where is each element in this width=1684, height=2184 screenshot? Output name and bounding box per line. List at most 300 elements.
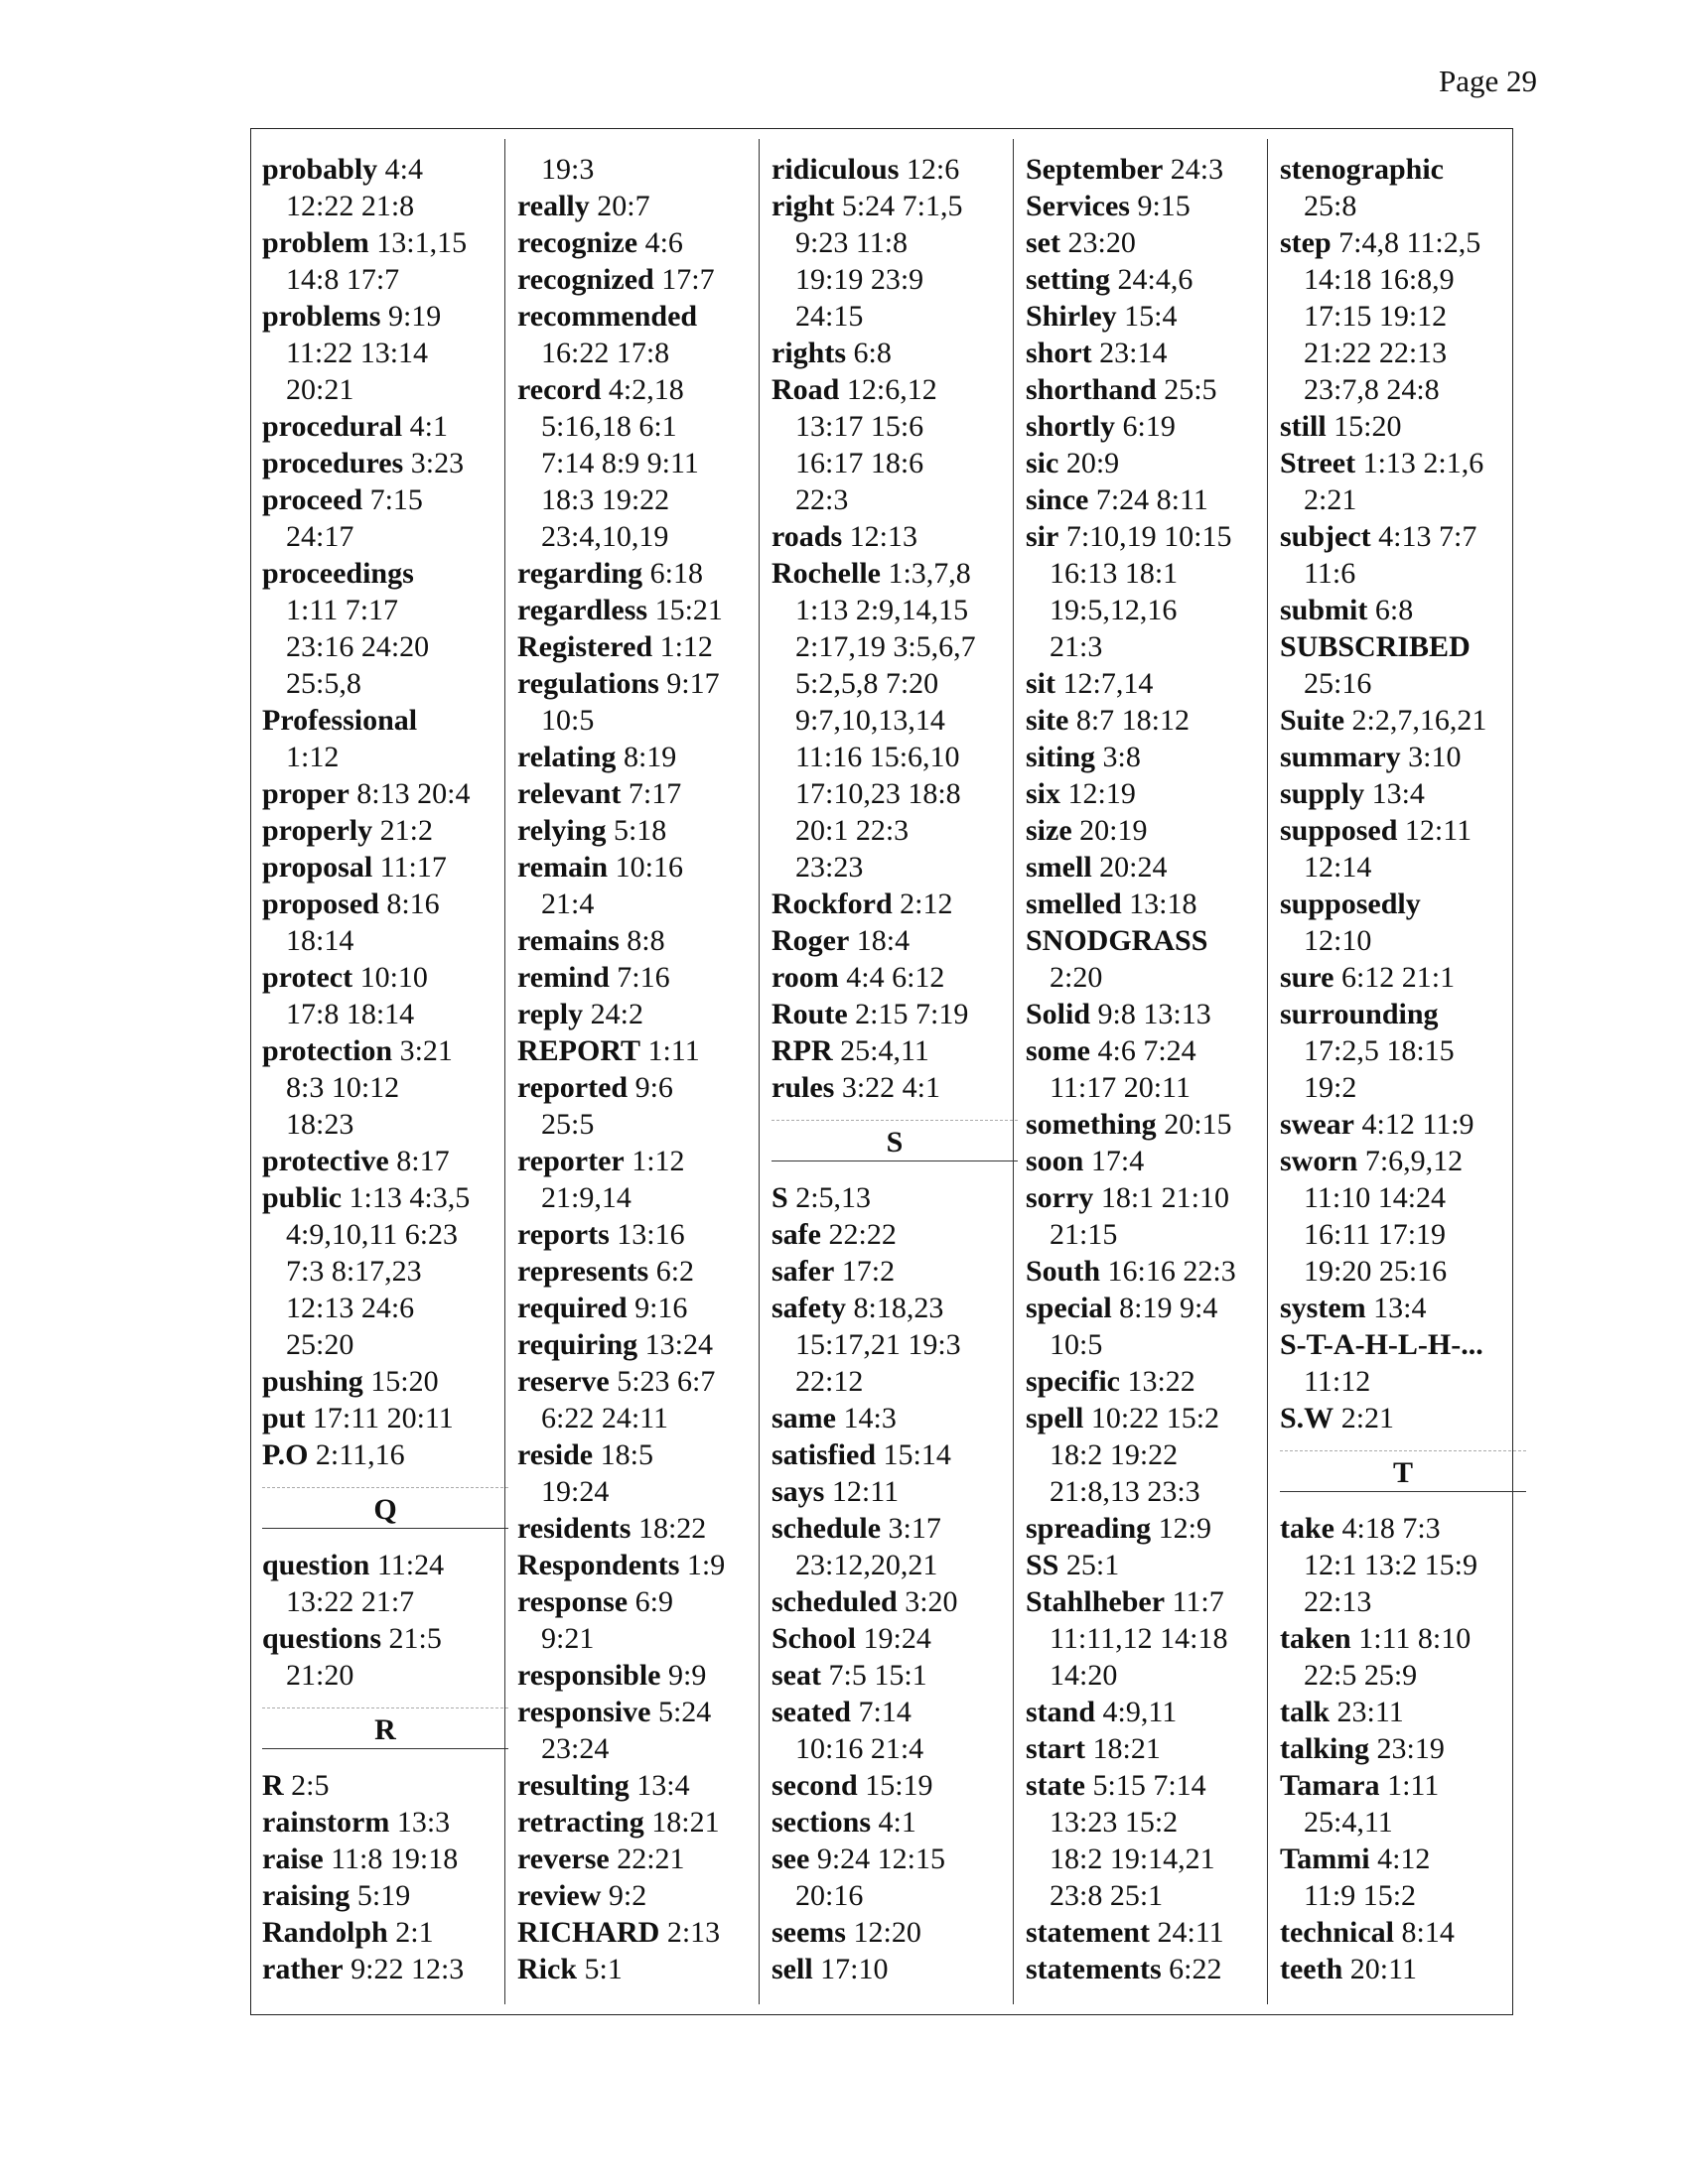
index-term: required	[517, 1292, 628, 1324]
index-term: specific	[1026, 1365, 1120, 1398]
heading-rule	[262, 1528, 508, 1529]
index-entry	[517, 1767, 764, 1804]
page-line-refs-continued: 7:3 8:17,23	[286, 1255, 422, 1288]
page-line-refs-continued: 11:11,12 14:18	[1050, 1622, 1228, 1655]
index-term: responsive	[517, 1696, 651, 1728]
page-line-refs-continued: 17:10,23 18:8	[795, 777, 961, 810]
page-line-refs: 2:12	[900, 887, 953, 920]
page-line-refs-continued: 2:21	[1304, 483, 1357, 516]
index-entry	[262, 1363, 508, 1400]
page-line-refs-continued: 25:4,11	[1304, 1806, 1393, 1839]
index-entry	[262, 849, 508, 886]
index-entry	[1026, 1914, 1272, 1951]
page-line-refs: 8:16	[386, 887, 440, 920]
index-entry	[262, 555, 508, 702]
page-line-refs-continued: 19:2	[1304, 1071, 1357, 1104]
index-entry	[772, 1032, 1018, 1069]
index-entry	[517, 812, 764, 849]
page-line-refs-continued: 12:10	[1304, 924, 1372, 957]
index-entry	[262, 1143, 508, 1179]
index-term: S	[772, 1181, 788, 1214]
page-line-refs-continued: 16:13 18:1	[1050, 557, 1179, 590]
index-entry	[1280, 1290, 1526, 1326]
letter-heading	[1280, 1436, 1526, 1510]
index-term: reported	[517, 1071, 629, 1104]
index-entry	[1026, 1547, 1272, 1583]
page-line-refs-continued: 12:13 24:6	[286, 1292, 415, 1324]
index-term: reverse	[517, 1843, 610, 1875]
page-line-refs-continued: 23:23	[795, 851, 864, 884]
page-line-refs: 1:11	[1387, 1769, 1440, 1802]
page-line-refs: 8:14	[1401, 1916, 1455, 1949]
heading-rule	[772, 1120, 1018, 1121]
page-line-refs: 5:1	[584, 1953, 623, 1985]
page-line-refs: 18:1 21:10	[1100, 1181, 1229, 1214]
page-line-refs-continued: 19:20 25:16	[1304, 1255, 1448, 1288]
page-line-refs: 10:10	[359, 961, 428, 994]
page-line-refs: 7:14	[858, 1696, 912, 1728]
index-term: residents	[517, 1512, 632, 1545]
letter-heading-label: S	[886, 1126, 904, 1159]
index-term: problem	[262, 226, 369, 259]
page-line-refs: 7:6,9,12	[1364, 1145, 1464, 1177]
index-term: raise	[262, 1843, 324, 1875]
page-line-refs-continued: 14:8 17:7	[286, 263, 400, 296]
index-term: sic	[1026, 447, 1059, 479]
index-entry	[517, 1510, 764, 1547]
page-line-refs: 24:4,6	[1117, 263, 1193, 296]
page-line-refs: 3:22 4:1	[841, 1071, 940, 1104]
page-line-refs: 13:24	[644, 1328, 713, 1361]
index-entry	[772, 1841, 1018, 1914]
page-line-refs-continued: 18:3 19:22	[541, 483, 670, 516]
index-entry	[1026, 151, 1272, 188]
page-line-refs-continued: 13:17 15:6	[795, 410, 924, 443]
index-entry	[517, 1547, 764, 1583]
index-term: Randolph	[262, 1916, 388, 1949]
page-line-refs-continued: 19:24	[541, 1475, 610, 1508]
page-line-refs-continued: 25:5,8	[286, 667, 361, 700]
index-entry	[517, 1804, 764, 1841]
index-term: sorry	[1026, 1181, 1094, 1214]
index-term: right	[772, 190, 835, 222]
index-entry	[772, 518, 1018, 555]
index-term: sure	[1280, 961, 1334, 994]
page-line-refs: 8:7 18:12	[1075, 704, 1190, 737]
index-term: satisfied	[772, 1438, 876, 1471]
index-term: remain	[517, 851, 609, 884]
page-line-refs: 23:19	[1376, 1732, 1445, 1765]
page-line-refs: 7:16	[617, 961, 670, 994]
index-entry	[1280, 812, 1526, 886]
page-line-refs-continued: 6:22 24:11	[541, 1402, 669, 1434]
page-line-refs: 3:8	[1102, 741, 1141, 773]
page-line-refs: 13:16	[617, 1218, 685, 1251]
page-line-refs: 12:11	[831, 1475, 900, 1508]
index-term: relating	[517, 741, 617, 773]
page-line-refs: 1:13 2:1,6	[1362, 447, 1484, 479]
page-line-refs-continued: 2:17,19 3:5,6,7	[795, 630, 976, 663]
index-term: Respondents	[517, 1549, 680, 1581]
page-line-refs-continued: 1:11 7:17	[286, 594, 399, 626]
page-line-refs: 12:13	[849, 520, 917, 553]
index-term: rules	[772, 1071, 835, 1104]
page-line-refs: 7:24 8:11	[1095, 483, 1208, 516]
page-line-refs: 12:7,14	[1062, 667, 1154, 700]
page-line-refs: 4:6	[644, 226, 683, 259]
index-entry	[1280, 518, 1526, 592]
index-term: resulting	[517, 1769, 630, 1802]
index-entry	[772, 1620, 1018, 1657]
index-entry	[1026, 1510, 1272, 1547]
heading-rule	[262, 1707, 508, 1708]
page-line-refs: 10:16	[615, 851, 683, 884]
index-entry	[772, 886, 1018, 922]
index-entry	[1280, 1951, 1526, 1987]
page-line-refs: 4:9,11	[1102, 1696, 1178, 1728]
index-term: procedures	[262, 447, 404, 479]
page-line-refs: 12:20	[853, 1916, 921, 1949]
page-line-refs: 7:17	[628, 777, 682, 810]
index-term: requiring	[517, 1328, 638, 1361]
page-line-refs: 17:4	[1090, 1145, 1145, 1177]
index-term: probably	[262, 153, 378, 186]
index-term: talking	[1280, 1732, 1370, 1765]
page-line-refs: 18:21	[1092, 1732, 1161, 1765]
page-line-refs-continued: 22:12	[795, 1365, 864, 1398]
page-line-refs: 9:8 13:13	[1097, 998, 1211, 1030]
page-line-refs: 11:17	[379, 851, 447, 884]
index-entry	[517, 1694, 764, 1767]
page-line-refs: 16:16 22:3	[1107, 1255, 1236, 1288]
page-line-refs: 17:11 20:11	[312, 1402, 454, 1434]
index-entry	[1026, 1179, 1272, 1253]
index-term: six	[1026, 777, 1061, 810]
index-term: RICHARD	[517, 1916, 660, 1949]
page-line-refs: 25:1	[1065, 1549, 1120, 1581]
page-line-refs: 15:21	[654, 594, 723, 626]
page-line-refs-continued: 12:14	[1304, 851, 1372, 884]
index-entry	[262, 1032, 508, 1143]
index-entry	[772, 151, 1018, 188]
index-term: sit	[1026, 667, 1055, 700]
index-entry	[1280, 702, 1526, 739]
page-line-refs-continued: 11:22 13:14	[286, 337, 429, 369]
heading-rule	[1280, 1491, 1526, 1492]
page-line-refs: 6:8	[853, 337, 892, 369]
page-line-refs: 8:19 9:4	[1119, 1292, 1218, 1324]
index-term: start	[1026, 1732, 1085, 1765]
page-line-refs: 7:4,8 11:2,5	[1338, 226, 1481, 259]
index-term: Street	[1280, 447, 1356, 479]
page-line-refs: 23:11	[1336, 1696, 1404, 1728]
index-term: stand	[1026, 1696, 1096, 1728]
index-entry	[772, 996, 1018, 1032]
page-line-refs-continued: 8:3 10:12	[286, 1071, 400, 1104]
page-line-refs: 2:21	[1340, 1402, 1395, 1434]
index-entry	[517, 1069, 764, 1143]
page-line-refs-continued: 14:18 16:8,9	[1304, 263, 1455, 296]
index-term: same	[772, 1402, 836, 1434]
page-line-refs-continued: 16:11 17:19	[1304, 1218, 1447, 1251]
index-column-1	[262, 151, 508, 1987]
index-term: protective	[262, 1145, 389, 1177]
page-line-refs: 6:18	[649, 557, 703, 590]
index-term: safer	[772, 1255, 835, 1288]
index-entry	[772, 1253, 1018, 1290]
page-line-refs: 25:4,11	[840, 1034, 929, 1067]
page-line-refs-continued: 15:17,21 19:3	[795, 1328, 961, 1361]
index-term: South	[1026, 1255, 1101, 1288]
letter-heading-label: Q	[373, 1493, 397, 1526]
index-term: schedule	[772, 1512, 882, 1545]
index-entry	[1026, 812, 1272, 849]
index-entry	[262, 1877, 508, 1914]
page-line-refs: 13:18	[1129, 887, 1197, 920]
page-line-refs: 6:12 21:1	[1340, 961, 1456, 994]
page-line-refs-continued: 19:19 23:9	[795, 263, 924, 296]
index-entry	[1026, 702, 1272, 739]
index-term: put	[262, 1402, 306, 1434]
page-line-refs-continued: 23:8 25:1	[1050, 1879, 1164, 1912]
page-line-refs: 2:5,13	[795, 1181, 872, 1214]
page-line-refs-continued: 5:2,5,8 7:20	[795, 667, 939, 700]
page-line-refs: 2:11,16	[315, 1438, 405, 1471]
index-term: something	[1026, 1108, 1157, 1141]
index-entry	[517, 1657, 764, 1694]
index-entry	[772, 959, 1018, 996]
index-column-3	[772, 151, 1018, 1987]
index-entry	[772, 1436, 1018, 1473]
index-term: spreading	[1026, 1512, 1152, 1545]
index-entry	[772, 1216, 1018, 1253]
page-line-refs: 12:6	[906, 153, 960, 186]
index-entry	[1280, 1694, 1526, 1730]
index-entry	[1026, 188, 1272, 224]
page-line-refs: 15:20	[1333, 410, 1402, 443]
index-term: rights	[772, 337, 846, 369]
index-entry	[1280, 1767, 1526, 1841]
index-term: Registered	[517, 630, 653, 663]
page-line-refs: 20:19	[1079, 814, 1148, 847]
index-entry	[1280, 1914, 1526, 1951]
page-line-refs: 1:3,7,8	[888, 557, 971, 590]
page-line-refs: 14:3	[843, 1402, 897, 1434]
page-line-refs-continued: 25:5	[541, 1108, 595, 1141]
index-entry	[517, 849, 764, 922]
index-term: Rockford	[772, 887, 893, 920]
page-line-refs: 4:6 7:24	[1097, 1034, 1196, 1067]
index-entry	[1026, 298, 1272, 335]
page-line-refs: 6:2	[655, 1255, 695, 1288]
index-entry	[1026, 518, 1272, 665]
page-line-refs: 5:15 7:14	[1092, 1769, 1206, 1802]
page-line-refs: 12:6,12	[846, 373, 937, 406]
index-term: record	[517, 373, 602, 406]
heading-rule	[1280, 1450, 1526, 1451]
page-line-refs-continued: 19:3	[541, 153, 595, 186]
page-line-refs-continued: 4:9,10,11 6:23	[286, 1218, 459, 1251]
page-line-refs: 9:24 12:15	[816, 1843, 945, 1875]
index-term: remind	[517, 961, 610, 994]
page-line-refs-continued: 12:22 21:8	[286, 190, 415, 222]
index-term: public	[262, 1181, 343, 1214]
page-line-refs: 2:2,7,16,21	[1351, 704, 1487, 737]
index-entry	[262, 1547, 508, 1620]
index-term: S.W	[1280, 1402, 1334, 1434]
page-line-refs: 6:9	[634, 1585, 673, 1618]
index-term: rather	[262, 1953, 344, 1985]
index-term: questions	[262, 1622, 382, 1655]
page-line-refs: 1:11	[647, 1034, 700, 1067]
page-line-refs: 21:5	[388, 1622, 442, 1655]
index-term: S-T-A-H-L-H-...	[1280, 1328, 1483, 1361]
index-entry	[772, 555, 1018, 886]
page-line-refs: 4:18 7:3	[1341, 1512, 1441, 1545]
index-entry	[262, 1841, 508, 1877]
index-term: Road	[772, 373, 840, 406]
page-line-refs-continued: 18:14	[286, 924, 354, 957]
index-term: swear	[1280, 1108, 1354, 1141]
index-term: pushing	[262, 1365, 363, 1398]
page-line-refs: 1:9	[686, 1549, 726, 1581]
index-term: Stahlheber	[1026, 1585, 1166, 1618]
page-line-refs: 2:15 7:19	[855, 998, 969, 1030]
index-entry	[1280, 592, 1526, 628]
page-line-refs: 4:4 6:12	[846, 961, 945, 994]
page-line-refs: 8:17	[396, 1145, 450, 1177]
heading-rule	[262, 1487, 508, 1488]
page-line-refs: 4:1	[878, 1806, 916, 1839]
index-column-2	[517, 151, 764, 1987]
page-line-refs: 13:4	[636, 1769, 690, 1802]
index-entry	[1280, 151, 1526, 224]
page-line-refs: 9:22 12:3	[351, 1953, 465, 1985]
index-term: setting	[1026, 263, 1110, 296]
index-term: review	[517, 1879, 602, 1912]
page-line-refs-continued: 9:7,10,13,14	[795, 704, 945, 737]
page-line-refs-continued: 11:12	[1304, 1365, 1371, 1398]
page-line-refs-continued: 24:15	[795, 300, 864, 333]
index-entry	[1026, 1730, 1272, 1767]
index-entry	[262, 1804, 508, 1841]
index-entry	[772, 188, 1018, 335]
index-entry	[262, 445, 508, 481]
index-term: Tammi	[1280, 1843, 1370, 1875]
index-term: supposedly	[1280, 887, 1421, 920]
index-term: roads	[772, 520, 843, 553]
page-line-refs: 3:20	[905, 1585, 958, 1618]
index-term: proposal	[262, 851, 373, 884]
heading-rule	[262, 1748, 508, 1749]
index-term: RPR	[772, 1034, 833, 1067]
index-entry	[772, 371, 1018, 518]
index-term: taken	[1280, 1622, 1351, 1655]
page-line-refs-continued: 20:21	[286, 373, 354, 406]
index-entry	[1026, 1253, 1272, 1290]
page-line-refs: 4:12 11:9	[1361, 1108, 1474, 1141]
index-entry	[262, 1951, 508, 1987]
page-line-refs-continued: 17:2,5 18:15	[1304, 1034, 1455, 1067]
page-line-refs: 25:5	[1164, 373, 1217, 406]
index-entry	[262, 1436, 508, 1473]
index-entry	[517, 224, 764, 261]
index-entry	[517, 665, 764, 739]
page-line-refs: 18:5	[600, 1438, 653, 1471]
page-line-refs: 22:21	[617, 1843, 685, 1875]
index-entry	[1026, 1290, 1272, 1363]
page-line-refs: 18:21	[651, 1806, 720, 1839]
index-entry	[262, 886, 508, 959]
index-term: Tamara	[1280, 1769, 1380, 1802]
index-entry	[1026, 224, 1272, 261]
page-line-refs: 17:10	[820, 1953, 889, 1985]
index-entry	[262, 1400, 508, 1436]
page-line-refs-continued: 9:23 11:8	[795, 226, 909, 259]
index-term: question	[262, 1549, 370, 1581]
page-line-refs-continued: 1:12	[286, 741, 340, 773]
index-entry	[517, 996, 764, 1032]
page-line-refs: 13:4	[1373, 1292, 1427, 1324]
index-entry	[262, 408, 508, 445]
index-entry	[262, 481, 508, 555]
index-term: properly	[262, 814, 373, 847]
index-term: SS	[1026, 1549, 1059, 1581]
column-divider	[1267, 139, 1268, 2004]
page-line-refs: 4:4	[384, 153, 424, 186]
index-entry	[1280, 408, 1526, 445]
index-term: SNODGRASS	[1026, 924, 1208, 957]
index-entry	[1026, 1363, 1272, 1400]
index-term: step	[1280, 226, 1332, 259]
index-term: statements	[1026, 1953, 1162, 1985]
index-entry	[517, 1914, 764, 1951]
index-entry	[1026, 665, 1272, 702]
index-entry	[262, 1767, 508, 1804]
page-line-refs-continued: 25:16	[1304, 667, 1372, 700]
index-entry	[1280, 1143, 1526, 1290]
page-line-refs: 9:2	[608, 1879, 647, 1912]
index-entry	[517, 1363, 764, 1436]
page-line-refs: 3:17	[888, 1512, 941, 1545]
index-term: problems	[262, 300, 381, 333]
page-line-refs: 21:2	[379, 814, 433, 847]
index-term: ridiculous	[772, 153, 900, 186]
page-line-refs-continued: 10:5	[1050, 1328, 1103, 1361]
index-entry	[772, 1804, 1018, 1841]
page-line-refs: 9:19	[387, 300, 442, 333]
page-line-refs-continued: 11:10 14:24	[1304, 1181, 1447, 1214]
page-line-refs: 24:11	[1157, 1916, 1224, 1949]
page-line-refs: 2:13	[666, 1916, 721, 1949]
index-entry	[1026, 371, 1272, 408]
page-line-refs-continued: 16:17 18:6	[795, 447, 924, 479]
word-index-frame	[250, 128, 1513, 2015]
index-entry	[262, 298, 508, 408]
index-entry	[1026, 922, 1272, 996]
index-column-4	[1026, 151, 1272, 1987]
letter-heading-label: T	[1392, 1456, 1413, 1489]
page-line-refs: 18:22	[637, 1512, 707, 1545]
page-line-refs-continued: 18:23	[286, 1108, 354, 1141]
page-line-refs: 13:1,15	[376, 226, 468, 259]
page-line-refs-continued: 23:4,10,19	[541, 520, 669, 553]
page-line-refs-continued: 13:23 15:2	[1050, 1806, 1179, 1839]
page-line-refs: 20:7	[597, 190, 650, 222]
page-line-refs: 4:12	[1377, 1843, 1431, 1875]
letter-heading	[262, 1694, 508, 1767]
page-line-refs: 12:11	[1404, 814, 1473, 847]
